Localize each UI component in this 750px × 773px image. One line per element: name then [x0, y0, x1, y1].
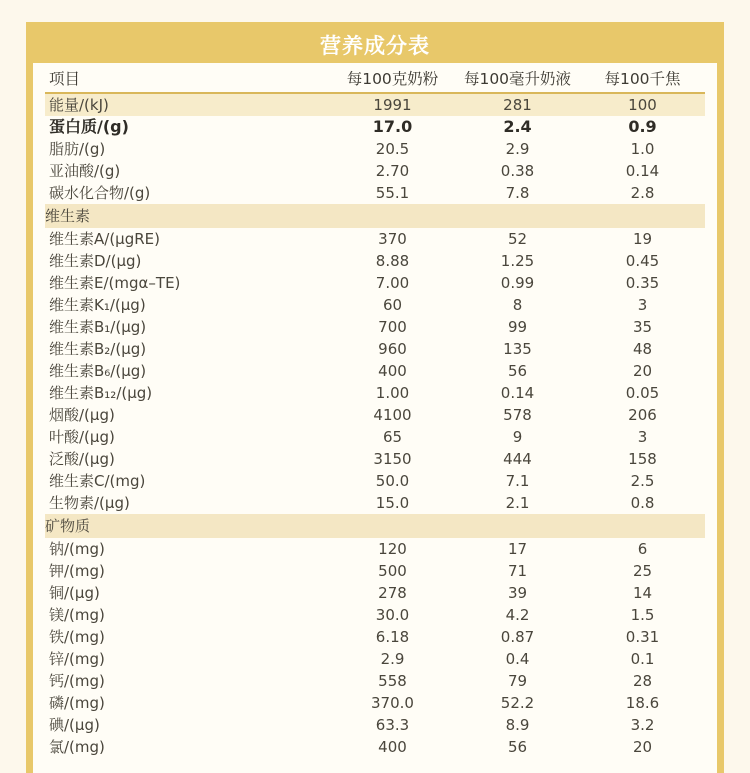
- row-label: 磷/(mg): [49, 694, 105, 712]
- row-value-3: 6: [637, 540, 648, 558]
- row-value-1: 55.1: [375, 184, 410, 202]
- row-label: 维生素B₆/(μg): [49, 362, 147, 380]
- row-value-2: 8.9: [505, 716, 530, 734]
- row-label: 维生素D/(μg): [49, 252, 142, 270]
- row-value-1: 1991: [330, 93, 455, 116]
- row-label: 锌/(mg): [49, 650, 105, 668]
- row-value-1: 63.3: [375, 716, 410, 734]
- row-value-2: 578: [503, 406, 532, 424]
- row-value-1: 3150: [373, 450, 412, 468]
- row-label: 维生素K₁/(μg): [49, 296, 146, 314]
- row-value-2: 79: [507, 672, 528, 690]
- row-label: 钠/(mg): [49, 540, 105, 558]
- row-value-1: 1.00: [375, 384, 410, 402]
- row-value-3: 14: [632, 584, 653, 602]
- row-value-3: 35: [632, 318, 653, 336]
- row-label: 维生素E/(mgα–TE): [49, 274, 181, 292]
- row-label: 脂肪/(g): [49, 140, 106, 158]
- table-body: [45, 93, 705, 758]
- row-value-2: 0.87: [500, 628, 535, 646]
- row-value-3: 0.1: [630, 650, 655, 668]
- table-row: [45, 426, 705, 448]
- table-row: [45, 182, 705, 204]
- row-label: 生物素/(μg): [49, 494, 130, 512]
- row-value-3: 206: [628, 406, 657, 424]
- row-value-1: 960: [378, 340, 407, 358]
- row-value-2: 52: [507, 230, 528, 248]
- row-value-1: 120: [378, 540, 407, 558]
- row-label: 维生素B₁/(μg): [49, 318, 147, 336]
- column-header-per-100ml-liquid: 每100毫升奶液: [455, 63, 580, 93]
- row-value-1: 370: [378, 230, 407, 248]
- row-value-2: 0.99: [500, 274, 535, 292]
- table-row: [45, 648, 705, 670]
- row-label: 烟酸/(μg): [49, 406, 115, 424]
- row-value-1: 50.0: [375, 472, 410, 490]
- row-value-1: 60: [382, 296, 403, 314]
- row-value-3: 3.2: [630, 716, 655, 734]
- table-row: [45, 360, 705, 382]
- row-value-2: 0.4: [505, 650, 530, 668]
- table-section-row: [45, 204, 705, 228]
- row-value-1: 65: [382, 428, 403, 446]
- row-label: 镁/(mg): [49, 606, 105, 624]
- column-header-per-100kj: 每100千焦: [580, 63, 705, 93]
- row-value-1: 15.0: [375, 494, 410, 512]
- row-value-1: 700: [378, 318, 407, 336]
- row-value-1: 400: [378, 738, 407, 756]
- row-value-1: 370.0: [371, 694, 414, 712]
- row-value-3: 0.05: [625, 384, 660, 402]
- row-value-1: 400: [378, 362, 407, 380]
- row-value-3: 0.8: [630, 494, 655, 512]
- nutrition-table: [45, 63, 705, 758]
- row-value-3: 19: [632, 230, 653, 248]
- row-value-2: 7.1: [505, 472, 530, 490]
- row-value-2: 444: [503, 450, 532, 468]
- row-value-3: 0.14: [625, 162, 660, 180]
- row-value-3: 20: [632, 362, 653, 380]
- row-value-2: 52.2: [500, 694, 535, 712]
- table-row: [45, 316, 705, 338]
- table-row: [45, 604, 705, 626]
- row-value-3: 0.45: [625, 252, 660, 270]
- row-value-1: 2.70: [375, 162, 410, 180]
- column-header-item: 项目: [45, 63, 330, 93]
- row-value-3: 3: [637, 296, 648, 314]
- row-value-3: 2.5: [630, 472, 655, 490]
- row-value-2: 71: [507, 562, 528, 580]
- table-section-row: [45, 514, 705, 538]
- row-value-3: 0.9: [628, 117, 657, 136]
- row-value-2: 2.4: [503, 117, 532, 136]
- row-value-1: 6.18: [375, 628, 410, 646]
- row-value-1: 8.88: [375, 252, 410, 270]
- table-row: [45, 228, 705, 250]
- row-value-2: 281: [455, 93, 580, 116]
- row-label: 钙/(mg): [49, 672, 105, 690]
- row-value-2: 7.8: [505, 184, 530, 202]
- table-row: [45, 272, 705, 294]
- row-value-3: 2.8: [630, 184, 655, 202]
- row-label: 维生素B₁₂/(μg): [49, 384, 153, 402]
- table-row: [45, 538, 705, 560]
- table-row: [45, 160, 705, 182]
- table-row: [45, 692, 705, 714]
- table-row: [45, 404, 705, 426]
- table-row: [45, 116, 705, 138]
- page-title: 营养成分表: [33, 29, 717, 63]
- row-label: 泛酸/(μg): [49, 450, 115, 468]
- row-label: 氯/(mg): [49, 738, 105, 756]
- section-label: 矿物质: [45, 514, 705, 538]
- row-label: 维生素A/(μgRE): [49, 230, 160, 248]
- row-value-1: 2.9: [380, 650, 405, 668]
- table-row: [45, 382, 705, 404]
- table-row: [45, 470, 705, 492]
- row-value-3: 3: [637, 428, 648, 446]
- table-row: [45, 138, 705, 160]
- table-row: [45, 582, 705, 604]
- row-value-1: 278: [378, 584, 407, 602]
- row-value-3: 18.6: [625, 694, 660, 712]
- row-value-2: 2.9: [505, 140, 530, 158]
- row-label: 亚油酸/(g): [49, 162, 121, 180]
- table-row: [45, 250, 705, 272]
- column-header-per-100g-powder: 每100克奶粉: [330, 63, 455, 93]
- table-row: [45, 714, 705, 736]
- row-value-2: 17: [507, 540, 528, 558]
- row-value-1: 30.0: [375, 606, 410, 624]
- row-value-1: 20.5: [375, 140, 410, 158]
- row-value-3: 1.5: [630, 606, 655, 624]
- table-row: [45, 338, 705, 360]
- row-value-2: 56: [507, 738, 528, 756]
- row-value-2: 56: [507, 362, 528, 380]
- row-value-1: 4100: [373, 406, 412, 424]
- row-value-1: 500: [378, 562, 407, 580]
- row-value-2: 99: [507, 318, 528, 336]
- row-label: 铜/(μg): [49, 584, 100, 602]
- table-header-row: [45, 63, 705, 93]
- row-value-3: 48: [632, 340, 653, 358]
- row-value-3: 158: [628, 450, 657, 468]
- table-row: [45, 294, 705, 316]
- table-row: [45, 448, 705, 470]
- row-label: 维生素B₂/(μg): [49, 340, 147, 358]
- table-row: [45, 626, 705, 648]
- row-value-1: 558: [378, 672, 407, 690]
- row-value-2: 2.1: [505, 494, 530, 512]
- row-value-2: 8: [512, 296, 523, 314]
- table-row: [45, 492, 705, 514]
- row-value-2: 4.2: [505, 606, 530, 624]
- row-value-2: 0.14: [500, 384, 535, 402]
- row-label: 蛋白质/(g): [49, 117, 129, 136]
- row-value-1: 17.0: [372, 117, 413, 136]
- table-row: [45, 670, 705, 692]
- row-value-1: 7.00: [375, 274, 410, 292]
- row-value-3: 28: [632, 672, 653, 690]
- table-row: [45, 736, 705, 758]
- row-label: 铁/(mg): [49, 628, 105, 646]
- row-value-3: 100: [580, 93, 705, 116]
- table-row: [45, 93, 705, 116]
- row-value-2: 0.38: [500, 162, 535, 180]
- row-value-2: 39: [507, 584, 528, 602]
- nutrition-table-container: [33, 63, 717, 773]
- row-value-2: 135: [503, 340, 532, 358]
- row-label: 叶酸/(μg): [49, 428, 115, 446]
- row-label: 能量/(kJ): [45, 93, 330, 116]
- row-value-3: 1.0: [630, 140, 655, 158]
- row-label: 碳水化合物/(g): [49, 184, 151, 202]
- row-value-3: 0.35: [625, 274, 660, 292]
- row-value-2: 1.25: [500, 252, 535, 270]
- row-label: 钾/(mg): [49, 562, 105, 580]
- row-label: 维生素C/(mg): [49, 472, 146, 490]
- section-label: 维生素: [45, 204, 705, 228]
- row-value-3: 20: [632, 738, 653, 756]
- row-value-3: 25: [632, 562, 653, 580]
- table-row: [45, 560, 705, 582]
- row-label: 碘/(μg): [49, 716, 100, 734]
- row-value-2: 9: [512, 428, 523, 446]
- row-value-3: 0.31: [625, 628, 660, 646]
